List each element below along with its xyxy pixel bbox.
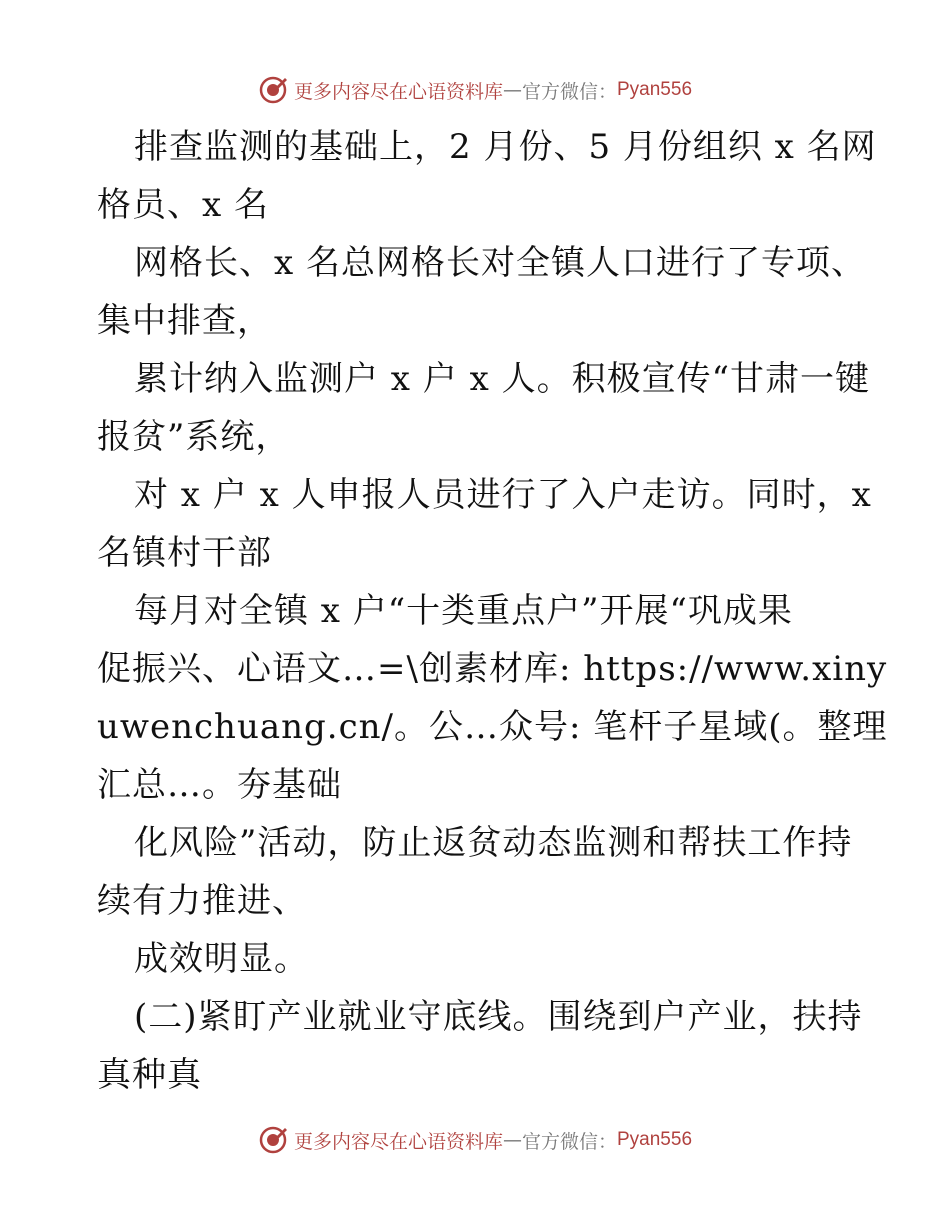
watermark-label: 官方微信： [521,80,617,103]
watermark-separator: — [502,79,522,101]
text-line: 对 x 户 x 人申报人员进行了入户走访。同时，x [134,475,872,515]
text-line: (二)紧盯产业就业守底线。围绕到户产业，扶持 [134,997,863,1037]
watermark-id: Pyan556 [617,79,693,100]
text-line: 成效明显。 [134,939,309,979]
pen-logo-icon [258,1125,288,1155]
text-line: 促振兴、心语文…=\创素材库: https://www.xiny [97,649,888,689]
watermark-text: 更多内容尽在心语资料库 [293,1130,503,1153]
text-line: 化风险”活动，防止返贫动态监测和帮扶工作持 [134,823,853,863]
watermark-id: Pyan556 [617,1129,693,1150]
text-line: 汇总…。夯基础 [97,765,342,805]
text-line: 续有力推进、 [97,881,307,921]
pen-logo-icon [258,75,288,105]
text-line: 集中排查， [97,301,272,341]
watermark-text: 更多内容尽在心语资料库 [293,80,503,103]
text-line: 格员、x 名 [97,185,269,225]
text-line: 累计纳入监测户 x 户 x 人。积极宣传“甘肃一键 [134,359,870,399]
header-watermark [0,70,950,110]
watermark-label: 官方微信： [521,1130,617,1153]
text-line: 网格长、x 名总网格长对全镇人口进行了专项、 [134,243,866,283]
footer-watermark [0,1120,950,1160]
text-line: uwenchuang.cn/。公…众号: 笔杆子星域(。整理 [97,707,888,747]
text-line: 真种真 [97,1055,202,1095]
text-line: 每月对全镇 x 户“十类重点户”开展“巩成果 [134,591,793,631]
text-line: 排查监测的基础上，2 月份、5 月份组织 x 名网 [134,127,877,167]
text-line: 名镇村干部 [97,533,272,573]
text-line: 报贫”系统， [97,417,291,457]
watermark-separator: — [502,1129,522,1151]
